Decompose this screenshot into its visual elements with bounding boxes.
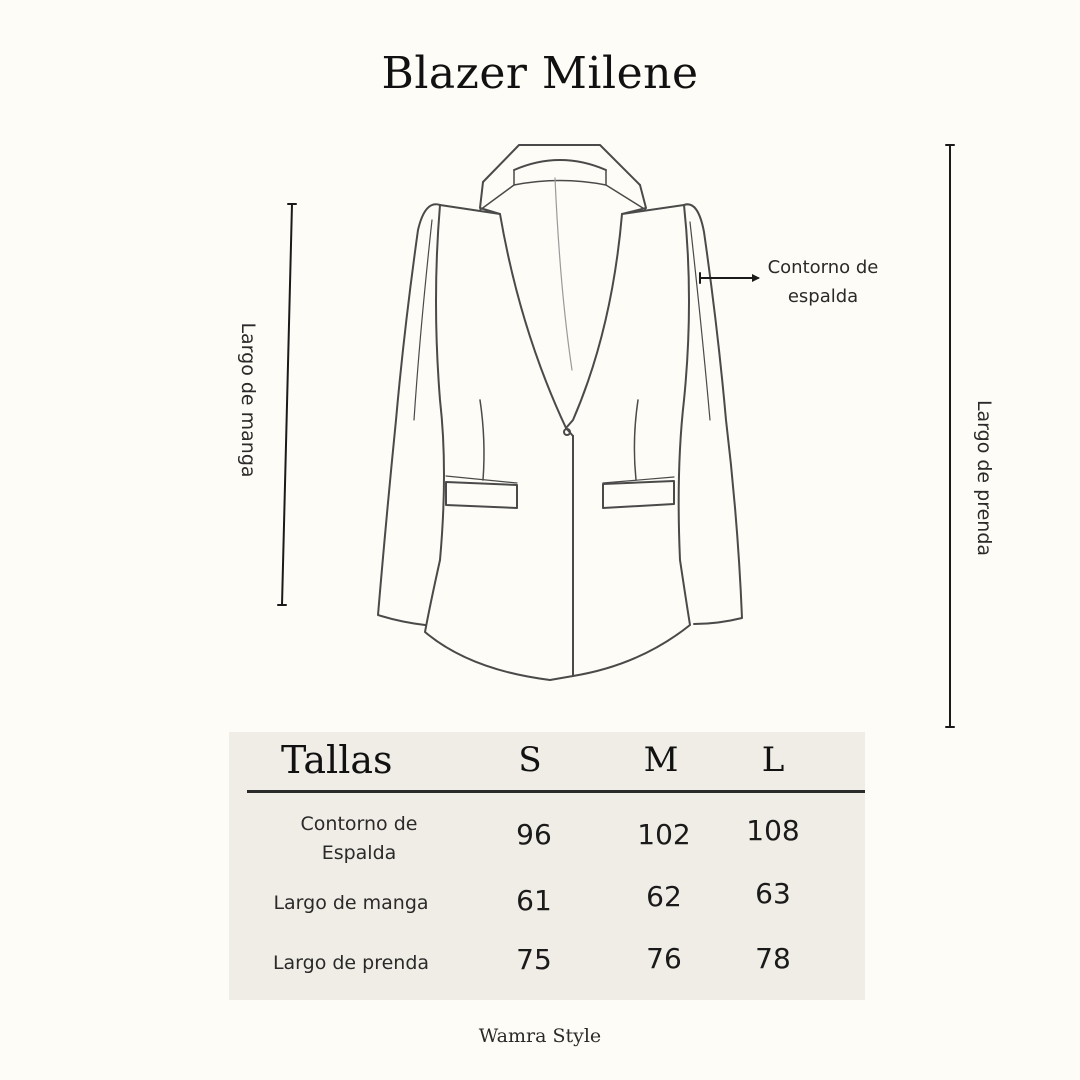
cell-garment-length-m: 76	[646, 942, 682, 975]
cell-sleeve-length-l: 63	[755, 877, 791, 910]
cell-garment-length-l: 78	[755, 942, 791, 975]
cell-sleeve-length-s: 61	[516, 884, 552, 917]
row-label-sleeve-length: Largo de manga	[273, 892, 429, 914]
garment-length-label: Largo de prenda	[973, 399, 995, 557]
page-title: Blazer Milene	[381, 48, 699, 99]
sleeve-length-line	[282, 204, 292, 605]
cell-back-width-s: 96	[516, 818, 552, 851]
table-header-tallas: Tallas	[281, 738, 393, 782]
cell-garment-length-s: 75	[516, 943, 552, 976]
row-label-garment-length: Largo de prenda	[272, 952, 430, 974]
cell-back-width-l: 108	[746, 814, 800, 847]
size-header-s: S	[518, 740, 542, 780]
row-label-line2: Espalda	[321, 842, 397, 864]
cell-sleeve-length-m: 62	[646, 880, 682, 913]
size-table	[229, 732, 865, 1000]
row-label-back-width	[239, 810, 479, 868]
cell-back-width-m: 102	[637, 818, 691, 851]
back-width-label-line2: espalda	[787, 286, 859, 307]
size-header-m: M	[643, 740, 679, 780]
size-header-l: L	[761, 740, 785, 780]
brand-footer: Wamra Style	[478, 1025, 602, 1047]
back-width-label-line1: Contorno de	[767, 257, 879, 278]
back-width-label	[750, 253, 896, 311]
row-label-line1: Contorno de	[300, 813, 418, 835]
sleeve-length-label: Largo de manga	[237, 322, 259, 478]
table-header-rule	[247, 790, 865, 793]
